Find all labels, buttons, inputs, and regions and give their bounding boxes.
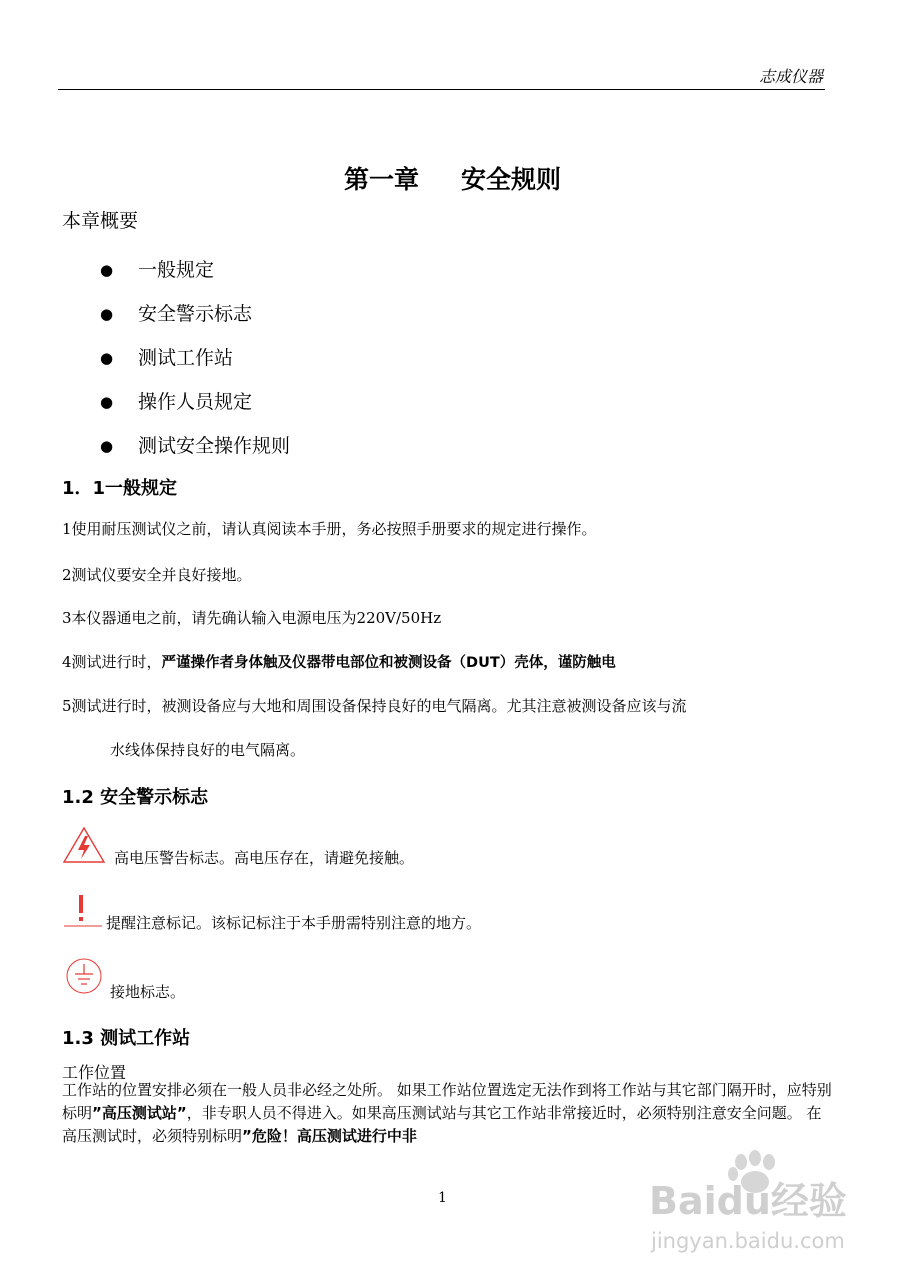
list-item: ● 一般规定 [100, 248, 290, 292]
exclamation-icon [62, 893, 104, 933]
list-item: ● 操作人员规定 [100, 380, 290, 424]
ground-icon [62, 958, 106, 1002]
bullet-dot: ● [100, 393, 114, 411]
high-voltage-icon [62, 826, 106, 870]
chapter-name: 安全规则 [461, 165, 562, 194]
rule-item-1: 1使用耐压测试仪之前，请认真阅读本手册，务必按照手册要求的规定进行操作。 [62, 520, 597, 538]
section-heading-1-2: 1.2 安全警示标志 [62, 787, 209, 808]
overview-title: 本章概要 [62, 210, 139, 232]
list-item: ● 测试安全操作规则 [100, 424, 290, 468]
page-number: 1 [438, 1190, 447, 1206]
section-heading-1-3: 1.3 测试工作站 [62, 1028, 191, 1049]
bullet-dot: ● [100, 261, 114, 279]
header-brand: 志成仪器 [758, 67, 823, 86]
chapter-number: 第一章 [343, 165, 419, 194]
chapter-title [0, 160, 905, 196]
rule-item-2: 2测试仪要安全并良好接地。 [62, 566, 252, 584]
work-position-paragraph: 工作站的位置安排必须在一般人员非必经之处所。 如果工作站位置选定无法作到将工作站与其它部门隔开时，应特别标明”高压测试站”，非专职人员不得进入。如果高压测试站与其它工作站非常接近时，必须特别注意安全问题。 在高压测试时，必须特别标明”危险！高压测试进行中非 [62, 1081, 832, 1145]
overview-list [100, 248, 290, 468]
bullet-dot: ● [100, 349, 114, 367]
rule-item-5-cont: 水线体保持良好的电气隔离。 [110, 741, 306, 759]
rule-item-4: 4测试进行时，严谨操作者身体触及仪器带电部位和被测设备（DUT）壳体，谨防触电 [62, 653, 616, 671]
rule-item-3: 3本仪器通电之前，请先确认输入电源电压为220V/50Hz [62, 609, 442, 627]
section-heading-1-1: 1．1一般规定 [62, 478, 178, 499]
bullet-dot: ● [100, 305, 114, 323]
sign-attention: 提醒注意标记。该标记标注于本手册需特别注意的地方。 [62, 893, 481, 933]
sign-ground: 接地标志。 [62, 958, 185, 1002]
baidu-watermark [645, 1150, 865, 1260]
bullet-dot: ● [100, 437, 114, 455]
list-item: ● 安全警示标志 [100, 292, 290, 336]
list-item: ● 测试工作站 [100, 336, 290, 380]
watermark-logo-text: Baidu经验 [649, 1179, 847, 1223]
watermark-url: jingyan.baidu.com [651, 1229, 845, 1253]
header-rule [58, 89, 825, 90]
sign-high-voltage: 高电压警告标志。高电压存在，请避免接触。 [62, 826, 414, 870]
rule-item-5: 5测试进行时，被测设备应与大地和周围设备保持良好的电气隔离。尤其注意被测设备应该与流 [62, 697, 687, 715]
sub-heading-work-position: 工作位置 [62, 1063, 127, 1082]
